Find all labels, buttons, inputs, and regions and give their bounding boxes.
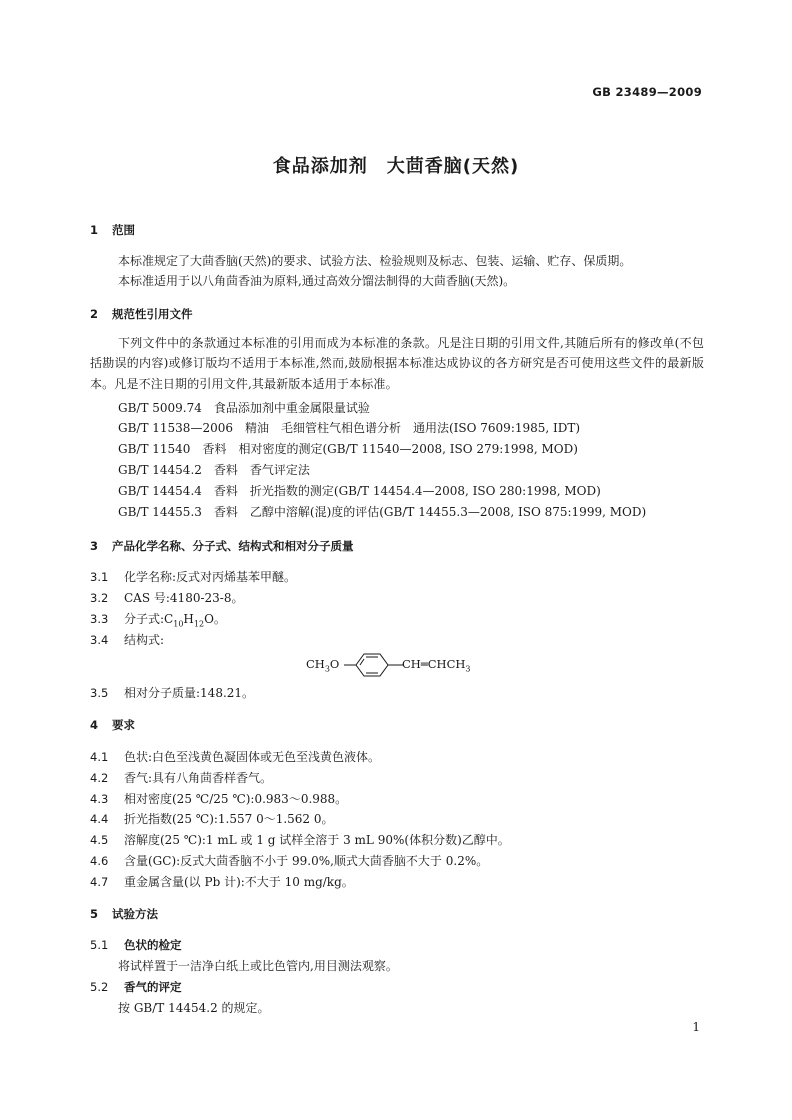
- section-2-heading: [90, 306, 193, 322]
- section-3-heading: [90, 538, 354, 554]
- intro-paragraph: 下列文件中的条款通过本标准的引用而成为本标准的条款。凡是注日期的引用文件,其随后所有的修改单(不包括勘误的内容)或修订版均不适用于本标准,然而,鼓励根据本标准达成协议的各方研究是否可使用这些文件的最新版本。凡是不注日期的引用文件,其最新版本适用于本标准。: [90, 336, 704, 391]
- reference-item: GB/T 5009.74 食品添加剂中重金属限量试验: [118, 401, 370, 415]
- section-4-heading: [90, 717, 135, 733]
- item-4-3: 4.3 相对密度(25 ℃/25 ℃):0.983～0.988。: [90, 792, 348, 806]
- item-3-5: 3.5 相对分子质量:148.21。: [90, 686, 255, 700]
- reference-item: GB/T 14455.3 香料 乙醇中溶解(混)度的评估(GB/T 14455.3—2008, ISO 875:1999, MOD): [118, 505, 647, 519]
- item-4-2: 4.2 香气:具有八角茴香样香气。: [90, 771, 273, 785]
- structural-formula: [306, 652, 506, 678]
- paragraph: 按 GB/T 14454.2 的规定。: [118, 1001, 270, 1015]
- paragraph: 本标准规定了大茴香脑(天然)的要求、试验方法、检验规则及标志、包装、运输、贮存、保质期。: [118, 254, 632, 268]
- item-4-1: 4.1 色状:白色至浅黄色凝固体或无色至浅黄色液体。: [90, 750, 381, 764]
- paragraph: 将试样置于一洁净白纸上或比色管内,用目测法观察。: [118, 959, 398, 973]
- formula-methoxy: $CH_3O$: [306, 657, 340, 674]
- double-bond: [360, 659, 364, 665]
- reference-item: GB/T 11538—2006 精油 毛细管柱气相色谱分析 通用法(ISO 7609:1985, IDT): [118, 421, 581, 435]
- doc-number: GB 23489—2009: [592, 85, 702, 99]
- section-title: 产品化学名称、分子式、结构式和相对分子质量: [112, 539, 354, 553]
- section-1-heading: [90, 222, 135, 238]
- item-3-2: 3.2 CAS 号:4180-23-8。: [90, 591, 244, 605]
- section-number: 2: [90, 307, 99, 321]
- section-number: 5: [90, 907, 99, 921]
- section-number: 4: [90, 718, 99, 732]
- item-3-1: 3.1 化学名称:反式对丙烯基苯甲醚。: [90, 570, 297, 584]
- item-4-5: 4.5 溶解度(25 ℃):1 mL 或 1 g 试样全溶于 3 mL 90%(体积分数)乙醇中。: [90, 833, 510, 847]
- item-3-3: 3.3 分子式$:C_{10}H_{12}O$。: [90, 612, 226, 629]
- paragraph: 本标准适用于以八角茴香油为原料,通过高效分馏法制得的大茴香脑(天然)。: [118, 274, 516, 288]
- formula-propenyl: $CH═CHCH_3$: [402, 657, 471, 674]
- section-title: 要求: [112, 718, 135, 732]
- item-4-6: 4.6 含量(GC):反式大茴香脑不小于 99.0%,顺式大茴香脑不大于 0.2%。: [90, 854, 489, 868]
- item-4-4: 4.4 折光指数(25 ℃):1.557 0～1.562 0。: [90, 812, 334, 826]
- reference-item: GB/T 11540 香料 相对密度的测定(GB/T 11540—2008, ISO 279:1998, MOD): [118, 442, 578, 456]
- subsection-5-2-heading: 5.2 香气的评定: [90, 980, 182, 994]
- benzene-ring: [344, 652, 408, 678]
- section-title: 范围: [112, 223, 135, 237]
- page-title: 食品添加剂 大茴香脑(天然): [272, 156, 520, 177]
- section-5-heading: [90, 906, 158, 922]
- reference-item: GB/T 14454.2 香料 香气评定法: [118, 463, 310, 477]
- item-4-7: 4.7 重金属含量(以 Pb 计):不大于 10 mg/kg。: [90, 875, 354, 889]
- reference-item: GB/T 14454.4 香料 折光指数的测定(GB/T 14454.4—2008, ISO 280:1998, MOD): [118, 484, 601, 498]
- page-number: 1: [692, 1020, 700, 1034]
- section-title: 试验方法: [112, 907, 158, 921]
- section-title: 规范性引用文件: [112, 307, 193, 321]
- section-number: 3: [90, 539, 99, 553]
- section-number: 1: [90, 223, 99, 237]
- item-3-4: 3.4 结构式:: [90, 633, 165, 647]
- subsection-5-1-heading: 5.1 色状的检定: [90, 938, 182, 952]
